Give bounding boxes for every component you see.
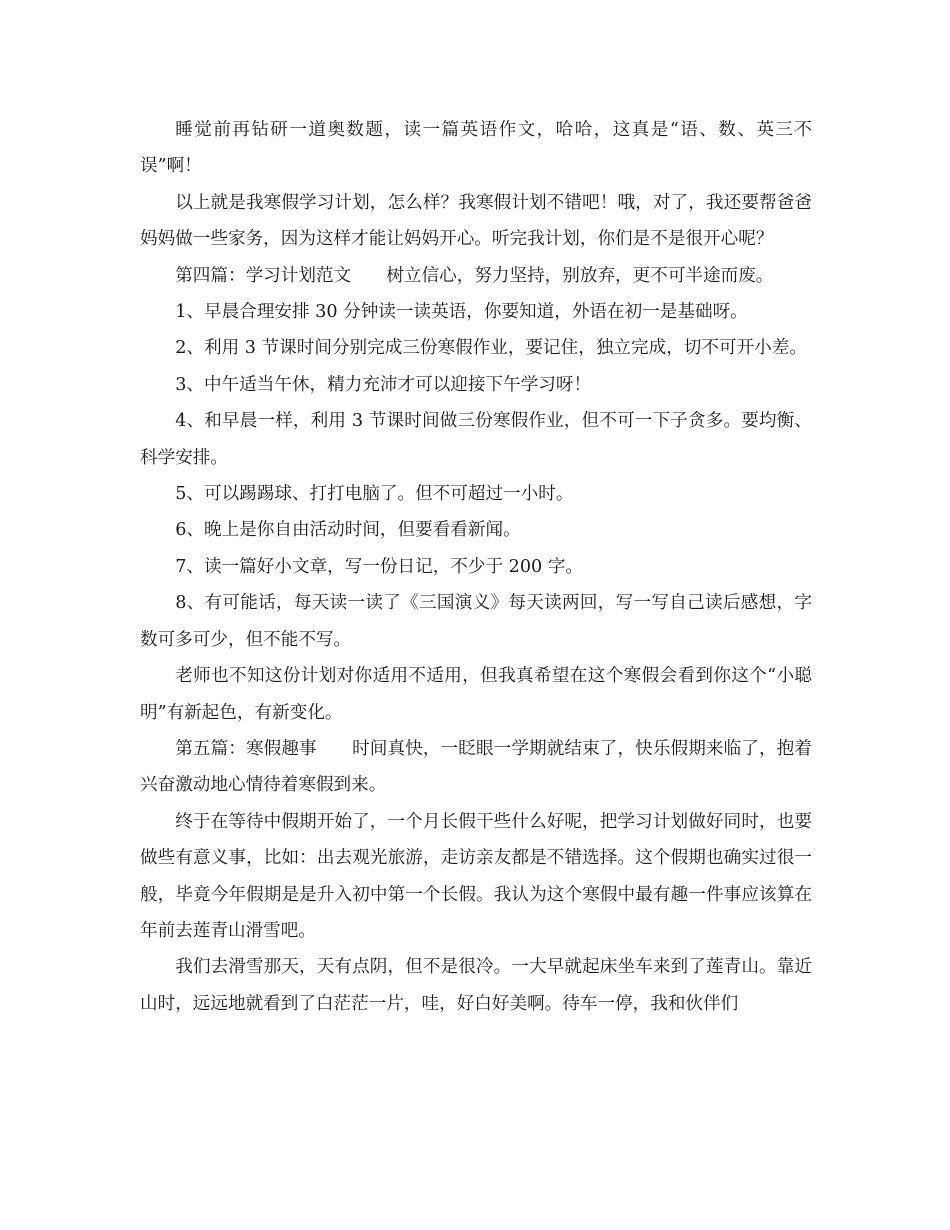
paragraph: 我们去滑雪那天，天有点阴，但不是很冷。一大早就起床坐车来到了莲青山。靠近山时，远远地就看到了白茫茫一片，哇，好白好美啊。待车一停，我和伙伴们 (140, 957, 812, 1014)
paragraph: 睡觉前再钻研一道奥数题，读一篇英语作文，哈哈，这真是“语、数、英三不误”啊！ (140, 120, 812, 177)
paragraph: 终于在等待中假期开始了，一个月长假干些什么好呢，把学习计划做好同时，也要做些有意义事，比如：出去观光旅游，走访亲友都是不错选择。这个假期也确实过很一般，毕竟今年假期是是升入初中第一个长假。我认为这个寒假中最有趣一件事应该算在年前去莲青山滑雪吧。 (140, 811, 812, 941)
section-heading-paragraph: 第四篇：学习计划范文 树立信心，努力坚持，别放弃，更不可半途而废。 (175, 265, 774, 286)
list-item: 4、和早晨一样，利用 3 节课时间做三份寒假作业，但不可一下子贪多。要均衡、科学安排。 (140, 411, 812, 468)
section-heading-paragraph: 第五篇：寒假趣事 时间真快，一眨眼一学期就结束了，快乐假期来临了，抱着兴奋激动地心情待着寒假到来。 (140, 738, 812, 796)
list-item: 8、有可能话，每天读一读了《三国演义》每天读两回，写一写自己读后感想，字数可多可少，但不能不写。 (140, 593, 812, 650)
document-body (140, 112, 812, 1022)
list-item: 1、早晨合理安排 30 分钟读一读英语，你要知道，外语在初一是基础呀。 (175, 302, 748, 323)
paragraph: 老师也不知这份计划对你适用不适用，但我真希望在这个寒假会看到你这个“小聪明”有新起色，有新变化。 (140, 666, 812, 723)
list-item: 5、可以踢踢球、打打电脑了。但不可超过一小时。 (175, 484, 574, 505)
list-item: 3、中午适当午休，精力充沛才可以迎接下午学习呀！ (175, 374, 592, 395)
paragraph: 以上就是我寒假学习计划，怎么样？我寒假计划不错吧！哦，对了，我还要帮爸爸妈妈做一些家务，因为这样才能让妈妈开心。听完我计划，你们是不是很开心呢？ (140, 192, 812, 250)
list-item: 2、利用 3 节课时间分别完成三份寒假作业，要记住，独立完成，切不可开小差。 (175, 338, 807, 359)
list-item: 6、晚上是你自由活动时间，但要看看新闻。 (175, 520, 521, 541)
list-item: 7、读一篇好小文章，写一份日记，不少于 200 字。 (175, 556, 584, 577)
